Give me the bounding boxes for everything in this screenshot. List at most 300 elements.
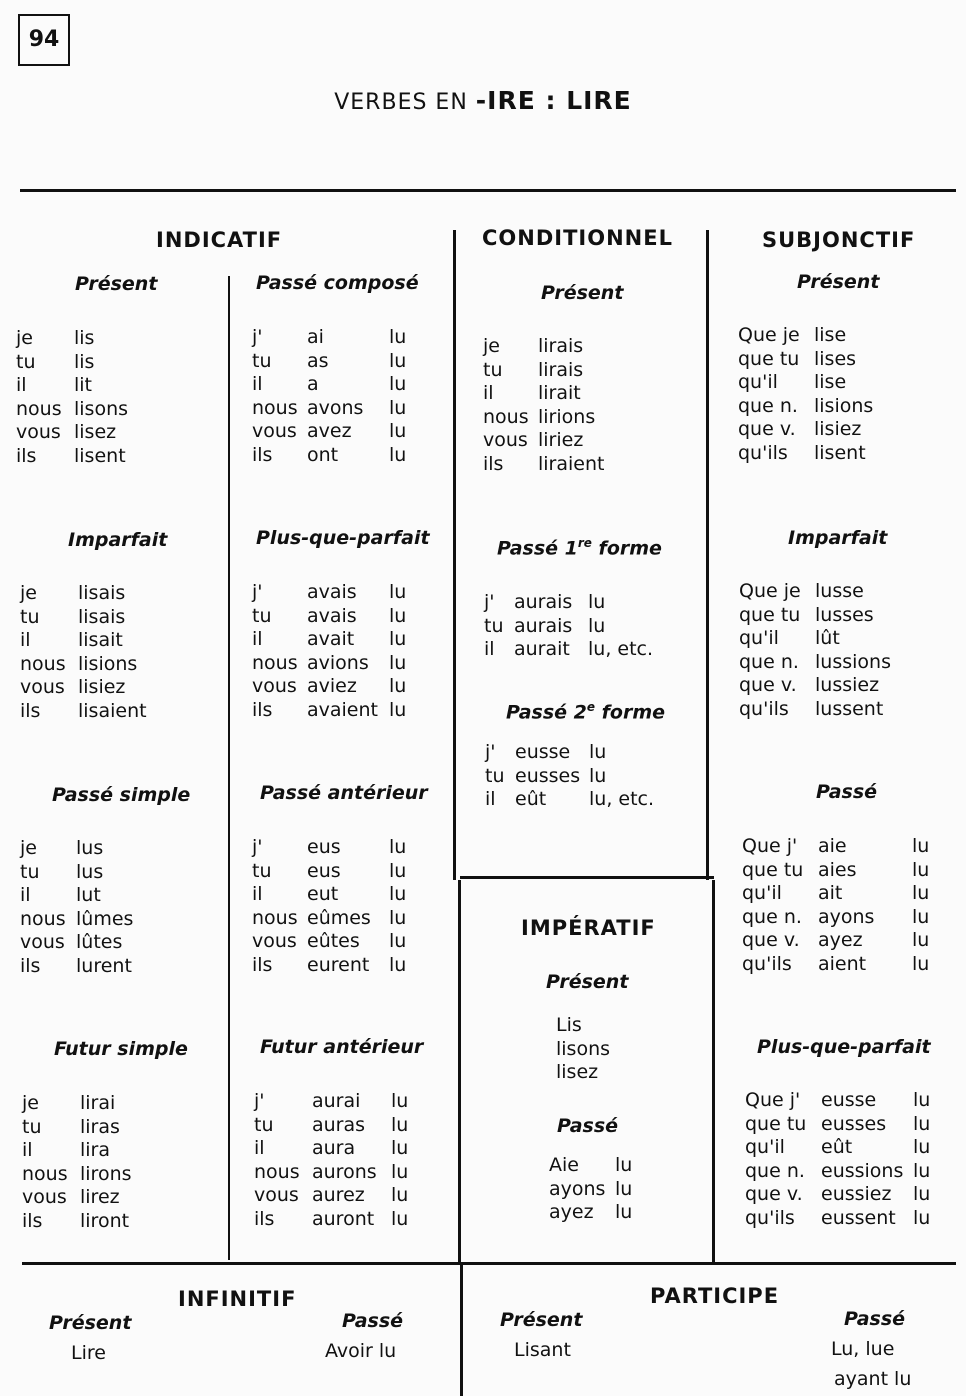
verb-form: eurent bbox=[307, 953, 370, 976]
verb-form: lis bbox=[74, 350, 95, 373]
pronoun: tu bbox=[254, 1113, 274, 1136]
conjugation-row bbox=[16, 374, 216, 398]
conjugation-row bbox=[22, 1092, 222, 1116]
indicatif-futur-anterieur-heading: Futur antérieur bbox=[260, 1036, 424, 1058]
imperatif-present-heading: Présent bbox=[546, 971, 629, 993]
conjugation-row bbox=[252, 420, 452, 444]
subjonctif-imparfait-heading: Imparfait bbox=[788, 527, 888, 549]
verb-form: auras bbox=[312, 1113, 366, 1136]
pronoun: tu bbox=[252, 349, 272, 372]
verb-form: lu bbox=[912, 835, 930, 857]
conjugation-row bbox=[20, 908, 220, 932]
verb-form: avaient bbox=[307, 698, 378, 721]
conjugation-row bbox=[252, 444, 452, 468]
pronoun: ils bbox=[16, 444, 37, 467]
pronoun: que n. bbox=[738, 394, 798, 417]
pronoun: ils bbox=[252, 953, 273, 976]
verb-form: lirons bbox=[80, 1162, 132, 1185]
pronoun: Aie bbox=[549, 1154, 579, 1176]
conjugation-row bbox=[739, 674, 959, 698]
verb-form: auront bbox=[312, 1207, 375, 1230]
pronoun: qu'il bbox=[738, 371, 778, 393]
verb-form: lu bbox=[391, 1090, 409, 1112]
verb-form: lises bbox=[814, 347, 857, 370]
verb-form: a bbox=[307, 373, 319, 395]
pronoun: nous bbox=[254, 1160, 300, 1183]
pronoun: qu'ils bbox=[739, 697, 789, 720]
verb-form: lis bbox=[74, 327, 95, 349]
verb-form: lu bbox=[389, 373, 407, 395]
verb-form: avez bbox=[307, 420, 352, 442]
pronoun: que n. bbox=[739, 650, 799, 673]
conjugation-row bbox=[739, 604, 959, 628]
conjugation-row bbox=[20, 653, 220, 677]
conjugation-row bbox=[483, 382, 693, 406]
verb-form: lu bbox=[389, 698, 407, 721]
pronoun: que v. bbox=[739, 674, 797, 696]
verb-form: ayez bbox=[818, 929, 863, 951]
conjugation-row bbox=[20, 955, 220, 979]
subjonctif-passe-heading: Passé bbox=[816, 781, 878, 803]
participe-passe-value-1: Lu, lue bbox=[831, 1338, 895, 1360]
verb-form: lu bbox=[913, 1089, 931, 1111]
subjonctif-plus-que-parfait-table bbox=[745, 1089, 965, 1230]
verb-form: aient bbox=[818, 952, 867, 975]
verb-form: lisais bbox=[78, 605, 126, 628]
indicatif-heading: INDICATIF bbox=[156, 228, 283, 252]
verb-form: lu bbox=[391, 1137, 409, 1159]
conjugation-row bbox=[485, 765, 695, 789]
verb-form: lu bbox=[389, 836, 407, 858]
conjugation-row bbox=[556, 1061, 696, 1085]
pronoun: Que j' bbox=[742, 835, 798, 857]
conjugation-row bbox=[20, 629, 220, 653]
verb-form: aurez bbox=[312, 1184, 365, 1206]
pronoun: tu bbox=[483, 358, 503, 381]
participe-passe-label: Passé bbox=[844, 1308, 906, 1330]
pronoun: qu'il bbox=[745, 1136, 785, 1158]
conjugation-row bbox=[483, 406, 693, 430]
pronoun: Que je bbox=[738, 324, 800, 346]
conjugation-row bbox=[252, 675, 452, 699]
conjugation-row bbox=[252, 581, 452, 605]
verb-form: eut bbox=[307, 883, 339, 905]
conjugation-row bbox=[484, 615, 694, 639]
pronoun: ils bbox=[254, 1207, 275, 1230]
conjugation-row bbox=[742, 929, 962, 953]
conjugation-row bbox=[20, 861, 220, 885]
pronoun: tu bbox=[484, 614, 504, 637]
pronoun: tu bbox=[20, 605, 40, 628]
verb-form: lu bbox=[389, 883, 407, 905]
pronoun: que v. bbox=[745, 1183, 803, 1205]
verb-form: eût bbox=[515, 788, 547, 810]
conjugation-row bbox=[738, 371, 958, 395]
conjugation-row bbox=[252, 954, 452, 978]
imperatif-heading: IMPÉRATIF bbox=[521, 916, 656, 940]
verb-form: avons bbox=[307, 396, 364, 419]
pronoun: que tu bbox=[742, 858, 804, 881]
pronoun: que n. bbox=[745, 1159, 805, 1182]
indicatif-imparfait-heading: Imparfait bbox=[68, 529, 168, 551]
verb-form: lu bbox=[389, 326, 407, 348]
verb-form: lirez bbox=[80, 1186, 120, 1208]
pronoun: nous bbox=[22, 1162, 68, 1185]
indicatif-passe-anterieur-table bbox=[252, 836, 452, 977]
verb-form: lu bbox=[389, 628, 407, 650]
conjugation-row bbox=[254, 1184, 454, 1208]
conjugation-row bbox=[16, 327, 216, 351]
pronoun: j' bbox=[484, 591, 495, 613]
verb-form: lûtes bbox=[76, 931, 123, 953]
divider-indicatif-conditionnel bbox=[453, 230, 456, 880]
participe-present-label: Présent bbox=[500, 1309, 583, 1331]
pronoun: il bbox=[252, 628, 263, 650]
pronoun: que tu bbox=[738, 347, 800, 370]
verb-form: lirai bbox=[80, 1092, 116, 1114]
verb-form: lu bbox=[589, 741, 607, 763]
conjugation-row bbox=[20, 837, 220, 861]
conjugation-row bbox=[742, 953, 962, 977]
verb-form: lisais bbox=[78, 582, 126, 604]
top-rule bbox=[20, 189, 956, 192]
divider-indicatif-columns bbox=[228, 276, 230, 1260]
verb-form: lisaient bbox=[78, 699, 147, 722]
conjugation-row bbox=[549, 1154, 689, 1178]
verb-form: aurais bbox=[514, 591, 573, 613]
conjugation-row bbox=[556, 1014, 696, 1038]
indicatif-imparfait-table bbox=[20, 582, 220, 723]
conjugation-row bbox=[16, 445, 216, 469]
pronoun: vous bbox=[20, 676, 65, 698]
conjugation-row bbox=[742, 906, 962, 930]
verb-form: lise bbox=[814, 371, 847, 393]
infinitif-present-label: Présent bbox=[49, 1312, 132, 1334]
conjugation-row bbox=[252, 860, 452, 884]
conjugation-row bbox=[745, 1136, 965, 1160]
verb-form: ait bbox=[818, 882, 843, 904]
pronoun: j' bbox=[252, 326, 263, 348]
pronoun: vous bbox=[252, 930, 297, 952]
pronoun: il bbox=[20, 629, 31, 651]
pronoun: nous bbox=[252, 651, 298, 674]
verb-form: lisiez bbox=[78, 676, 126, 698]
verb-form: lus bbox=[76, 860, 104, 883]
pronoun: qu'ils bbox=[738, 441, 788, 464]
verb-form: lus bbox=[76, 837, 104, 859]
pronoun: nous bbox=[483, 405, 529, 428]
subjonctif-present-table bbox=[738, 324, 958, 465]
conjugation-row bbox=[738, 324, 958, 348]
conjugation-row bbox=[549, 1201, 689, 1225]
verb-form: lu bbox=[913, 1159, 931, 1182]
verb-form: lu bbox=[389, 859, 407, 882]
indicatif-futur-anterieur-table bbox=[254, 1090, 454, 1231]
pronoun: qu'ils bbox=[745, 1206, 795, 1229]
pronoun: qu'ils bbox=[742, 952, 792, 975]
pronoun: il bbox=[485, 788, 496, 810]
pronoun: il bbox=[252, 883, 263, 905]
verb-form: lûmes bbox=[76, 907, 134, 930]
conjugation-row bbox=[549, 1178, 689, 1202]
pronoun: tu bbox=[485, 764, 505, 787]
verb-form: lisions bbox=[78, 652, 138, 675]
pronoun: ayez bbox=[549, 1201, 594, 1223]
conditionnel-passe1-heading: Passé 1re forme bbox=[497, 536, 662, 560]
conjugation-row bbox=[22, 1186, 222, 1210]
verb-form: eus bbox=[307, 859, 341, 882]
pronoun: je bbox=[16, 327, 33, 349]
conjugation-row bbox=[745, 1160, 965, 1184]
verb-form: ayons bbox=[818, 905, 875, 928]
pronoun: vous bbox=[254, 1184, 299, 1206]
conjugation-row bbox=[738, 442, 958, 466]
verb-form: liront bbox=[80, 1209, 130, 1232]
participe-present-value: Lisant bbox=[514, 1339, 571, 1361]
pronoun: vous bbox=[22, 1186, 67, 1208]
verb-form: lu bbox=[913, 1183, 931, 1205]
verb-form: lu bbox=[912, 929, 930, 951]
verb-form: lu bbox=[913, 1206, 931, 1229]
conjugation-row bbox=[252, 930, 452, 954]
indicatif-futur-simple-table bbox=[22, 1092, 222, 1233]
pronoun: ils bbox=[252, 698, 273, 721]
conjugation-row bbox=[252, 605, 452, 629]
conjugation-row bbox=[252, 883, 452, 907]
pronoun: il bbox=[252, 373, 263, 395]
pronoun: je bbox=[22, 1092, 39, 1114]
verb-form: aurai bbox=[312, 1090, 361, 1112]
pronoun: vous bbox=[483, 429, 528, 451]
pronoun: tu bbox=[252, 604, 272, 627]
verb-form: ai bbox=[307, 326, 324, 348]
verb-form: lu bbox=[588, 591, 606, 613]
conjugation-row bbox=[254, 1161, 454, 1185]
pronoun: vous bbox=[16, 421, 61, 443]
conjugation-row bbox=[20, 884, 220, 908]
indicatif-passe-compose-table bbox=[252, 326, 452, 467]
verb-form: eût bbox=[821, 1136, 853, 1158]
verb-form: aies bbox=[818, 858, 857, 881]
verb-form: aurons bbox=[312, 1160, 377, 1183]
conjugation-row bbox=[485, 788, 695, 812]
conjugation-row bbox=[485, 741, 695, 765]
conjugation-row bbox=[738, 418, 958, 442]
verb-form: lusse bbox=[815, 580, 864, 602]
verb-form: lisent bbox=[814, 441, 866, 464]
verb-form: lisait bbox=[78, 629, 123, 651]
verb-form: eusses bbox=[821, 1112, 887, 1135]
conjugation-row bbox=[484, 591, 694, 615]
pronoun: vous bbox=[20, 931, 65, 953]
pronoun: il bbox=[483, 382, 494, 404]
verb-form: lussiez bbox=[815, 674, 880, 696]
conjugation-row bbox=[739, 627, 959, 651]
pronoun: nous bbox=[252, 906, 298, 929]
pronoun: je bbox=[20, 582, 37, 604]
verb-form: Lis bbox=[556, 1014, 582, 1036]
pronoun: j' bbox=[254, 1090, 265, 1112]
indicatif-present-table bbox=[16, 327, 216, 468]
conjugation-row bbox=[483, 429, 693, 453]
conjugation-row bbox=[745, 1089, 965, 1113]
verb-form: lirions bbox=[538, 405, 596, 428]
verb-form: aurait bbox=[514, 638, 570, 660]
verb-form: eus bbox=[307, 836, 341, 858]
verb-form: lût bbox=[815, 627, 840, 649]
verb-form: lu bbox=[389, 396, 407, 419]
conjugation-row bbox=[20, 931, 220, 955]
verb-form: eûmes bbox=[307, 906, 371, 929]
verb-form: lu bbox=[912, 952, 930, 975]
pronoun: j' bbox=[485, 741, 496, 763]
verb-form: lu bbox=[913, 1136, 931, 1158]
pronoun: qu'il bbox=[742, 882, 782, 904]
verb-form: lu bbox=[389, 906, 407, 929]
conjugation-row bbox=[556, 1038, 696, 1062]
verb-form: lu bbox=[391, 1184, 409, 1206]
pronoun: vous bbox=[252, 420, 297, 442]
conjugation-row bbox=[742, 835, 962, 859]
verb-form: lu bbox=[589, 764, 607, 787]
verb-form: lisons bbox=[556, 1037, 611, 1060]
indicatif-passe-simple-heading: Passé simple bbox=[52, 784, 191, 806]
conjugation-row bbox=[745, 1113, 965, 1137]
conjugation-row bbox=[252, 836, 452, 860]
conjugation-row bbox=[22, 1139, 222, 1163]
conditionnel-passe1-table bbox=[484, 591, 694, 662]
conjugation-row bbox=[745, 1207, 965, 1231]
conjugation-row bbox=[742, 882, 962, 906]
conjugation-row bbox=[252, 373, 452, 397]
infinitif-heading: INFINITIF bbox=[178, 1287, 297, 1311]
conjugation-row bbox=[22, 1163, 222, 1187]
verb-form: eusse bbox=[515, 741, 571, 763]
verb-form: lit bbox=[74, 374, 93, 396]
rule-imperatif-top bbox=[460, 876, 714, 879]
indicatif-plus-que-parfait-table bbox=[252, 581, 452, 722]
pronoun: ayons bbox=[549, 1177, 606, 1200]
verb-form: lira bbox=[80, 1139, 111, 1161]
conjugation-row bbox=[16, 351, 216, 375]
verb-form: lirait bbox=[538, 382, 581, 404]
infinitif-passe-value: Avoir lu bbox=[325, 1340, 397, 1362]
divider-indicatif-imperatif bbox=[458, 880, 461, 1263]
verb-form: lu bbox=[389, 443, 407, 466]
infinitif-present-value: Lire bbox=[71, 1342, 106, 1364]
pronoun: que v. bbox=[742, 929, 800, 951]
verb-form: lu bbox=[615, 1177, 633, 1200]
pronoun: tu bbox=[252, 859, 272, 882]
pronoun: nous bbox=[20, 907, 66, 930]
verb-form: lu bbox=[389, 604, 407, 627]
pronoun: ils bbox=[20, 954, 41, 977]
conjugation-row bbox=[742, 859, 962, 883]
bottom-rule bbox=[22, 1262, 956, 1265]
verb-form: eusses bbox=[515, 764, 581, 787]
verb-form: eusse bbox=[821, 1089, 877, 1111]
conjugation-row bbox=[22, 1116, 222, 1140]
verb-form: lisiez bbox=[814, 418, 862, 440]
conjugation-row bbox=[252, 326, 452, 350]
conjugation-row bbox=[254, 1137, 454, 1161]
verb-form: lu bbox=[389, 420, 407, 442]
conjugation-row bbox=[252, 397, 452, 421]
pronoun: je bbox=[20, 837, 37, 859]
pronoun: tu bbox=[16, 350, 36, 373]
verb-form: lu bbox=[615, 1154, 633, 1176]
page-number: 94 bbox=[18, 14, 70, 66]
verb-form: avions bbox=[307, 651, 369, 674]
verb-form: lu bbox=[391, 1207, 409, 1230]
conjugation-row bbox=[252, 907, 452, 931]
verb-form: lise bbox=[814, 324, 847, 346]
verb-form: eussiez bbox=[821, 1183, 892, 1205]
verb-form: lusses bbox=[815, 603, 874, 626]
pronoun: nous bbox=[16, 397, 62, 420]
verb-form: lu bbox=[389, 953, 407, 976]
verb-form: avait bbox=[307, 628, 355, 650]
conjugation-row bbox=[483, 359, 693, 383]
pronoun: que v. bbox=[738, 418, 796, 440]
divider-imperatif-subjonctif bbox=[712, 880, 715, 1263]
pronoun: nous bbox=[252, 396, 298, 419]
verb-form: eussions bbox=[821, 1159, 904, 1182]
conjugation-row bbox=[739, 651, 959, 675]
indicatif-passe-compose-heading: Passé composé bbox=[256, 272, 419, 294]
infinitif-passe-label: Passé bbox=[342, 1310, 404, 1332]
conjugation-row bbox=[16, 421, 216, 445]
participe-heading: PARTICIPE bbox=[650, 1284, 780, 1308]
verb-form: lut bbox=[76, 884, 101, 906]
pronoun: ils bbox=[20, 699, 41, 722]
verb-form: aviez bbox=[307, 675, 357, 697]
verb-form: ont bbox=[307, 443, 339, 466]
conjugation-row bbox=[20, 676, 220, 700]
conjugation-row bbox=[252, 699, 452, 723]
verb-form: lirais bbox=[538, 335, 584, 357]
verb-form: lisions bbox=[814, 394, 874, 417]
conjugation-row bbox=[22, 1210, 222, 1234]
conjugation-row bbox=[484, 638, 694, 662]
verb-form: avais bbox=[307, 581, 357, 603]
conditionnel-passe2-table bbox=[485, 741, 695, 812]
indicatif-plus-que-parfait-heading: Plus-que-parfait bbox=[256, 527, 430, 549]
pronoun: qu'il bbox=[739, 627, 779, 649]
verb-form: lu bbox=[912, 858, 930, 881]
conjugation-row bbox=[252, 350, 452, 374]
verb-form: lussent bbox=[815, 697, 884, 720]
conjugation-row bbox=[20, 606, 220, 630]
conjugation-row bbox=[254, 1114, 454, 1138]
imperatif-passe-heading: Passé bbox=[557, 1115, 619, 1137]
pronoun: que n. bbox=[742, 905, 802, 928]
verb-form: lisons bbox=[74, 397, 129, 420]
pronoun: tu bbox=[22, 1115, 42, 1138]
verb-form: lu bbox=[912, 882, 930, 904]
indicatif-present-heading: Présent bbox=[75, 273, 158, 295]
verb-form: lu bbox=[389, 651, 407, 674]
pronoun: ils bbox=[252, 443, 273, 466]
subjonctif-imparfait-table bbox=[739, 580, 959, 721]
verb-form: lisez bbox=[74, 421, 117, 443]
verb-form: lu bbox=[391, 1113, 409, 1136]
pronoun: que tu bbox=[739, 603, 801, 626]
conjugation-row bbox=[738, 395, 958, 419]
pronoun: ils bbox=[483, 452, 504, 475]
subjonctif-passe-table bbox=[742, 835, 962, 976]
pronoun: il bbox=[16, 374, 27, 396]
